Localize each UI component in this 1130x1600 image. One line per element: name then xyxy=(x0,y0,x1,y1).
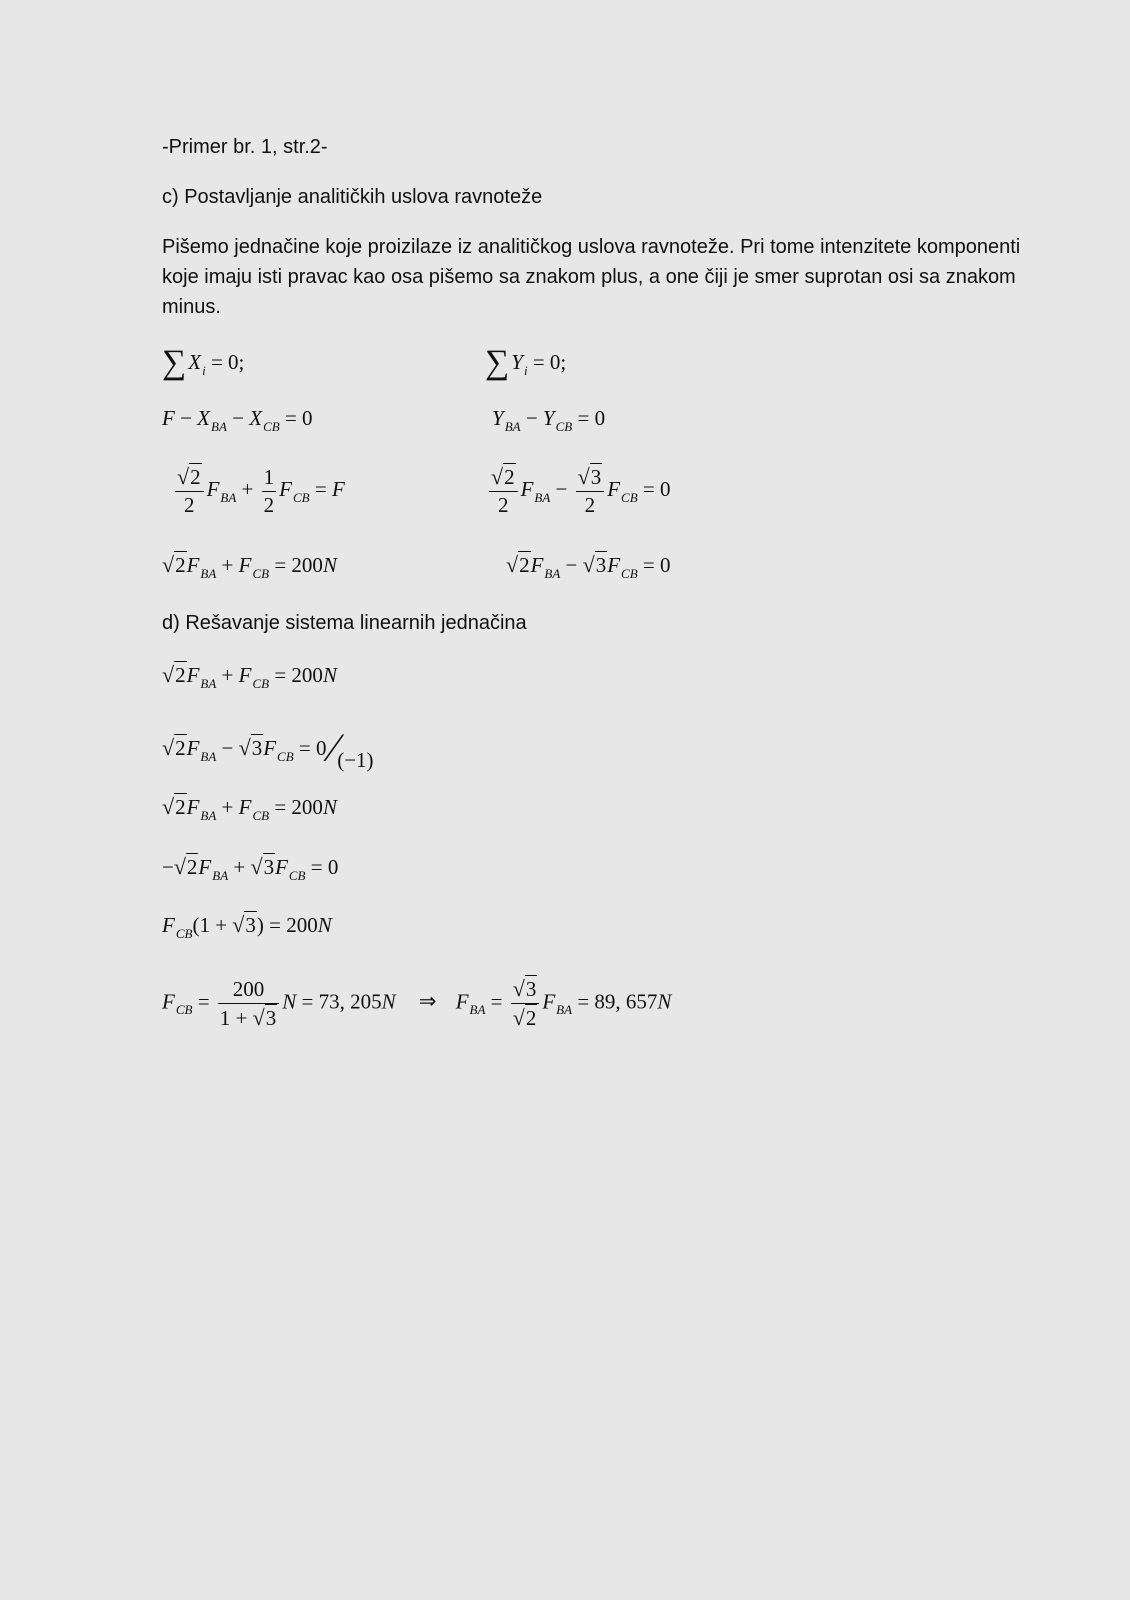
section-d-heading: d) Rešavanje sistema linearnih jednačina xyxy=(162,612,527,634)
eq-x-simplified: $√2F_{BA} + F_{CB} = 200N$ xyxy=(162,552,337,581)
intro-paragraph: Pišemo jednačine koje proizilaze iz analitičkog uslova ravnoteže. Pri tome intenzitete komponenti koje imaju isti pravac kao osa pišemo sa znakom plus, a one čiji je smer suprotan osi sa znakom minus. xyxy=(162,236,1021,318)
sys-eq-1: $√2F_{BA} + F_{CB} = 200N$ xyxy=(162,662,337,691)
section-c-heading: c) Postavljanje analitičkih uslova ravnoteže xyxy=(162,186,543,208)
sys-eq-1-repeat: $√2F_{BA} + F_{CB} = 200N$ xyxy=(162,794,337,823)
sys-eq-2-negated: $-√2F_{BA} + √3F_{CB} = 0$ xyxy=(162,854,339,883)
sys-sum-result: $F_{CB}(1 + √3) = 200N$ xyxy=(162,912,332,941)
eq-y-components: $Y_{BA} - Y_{CB} = 0$ xyxy=(492,406,606,434)
implies-arrow: ⇒ xyxy=(418,989,437,1014)
eq-x-fractions: $\frac{√2}{2}$ $F_{BA}$ + $\frac{1}{2}$ $F_{CB} = F$ xyxy=(177,464,345,517)
eq-sum-x: $\sum X_i = 0$; xyxy=(162,344,245,381)
eq-y-simplified: $√2F_{BA} - √3F_{CB} = 0$ xyxy=(506,552,671,581)
eq-x-components: $F - X_{BA} - X_{CB} = 0$ xyxy=(162,406,313,434)
eq-y-fractions: $\frac{√2}{2}$ $F_{BA}$ − $\frac{√3}{2}$ $F_{CB} = 0$ xyxy=(491,464,671,517)
final-results: $F_{CB}$ = $\frac{200}{1 + √3}$ N = 73, 205N ⇒ $F_{BA}$ = $\frac{√3}{√2}$ $F_{BA} = 89$, 657N xyxy=(162,976,672,1030)
page-header: -Primer br. 1, str.2- xyxy=(162,136,328,158)
sys-eq-2-multiply: $√2F_{BA} - √3F_{CB} = 0$ ⁄(−1) xyxy=(162,725,374,772)
eq-sum-y: $\sum Y_i = 0$; xyxy=(485,344,567,381)
